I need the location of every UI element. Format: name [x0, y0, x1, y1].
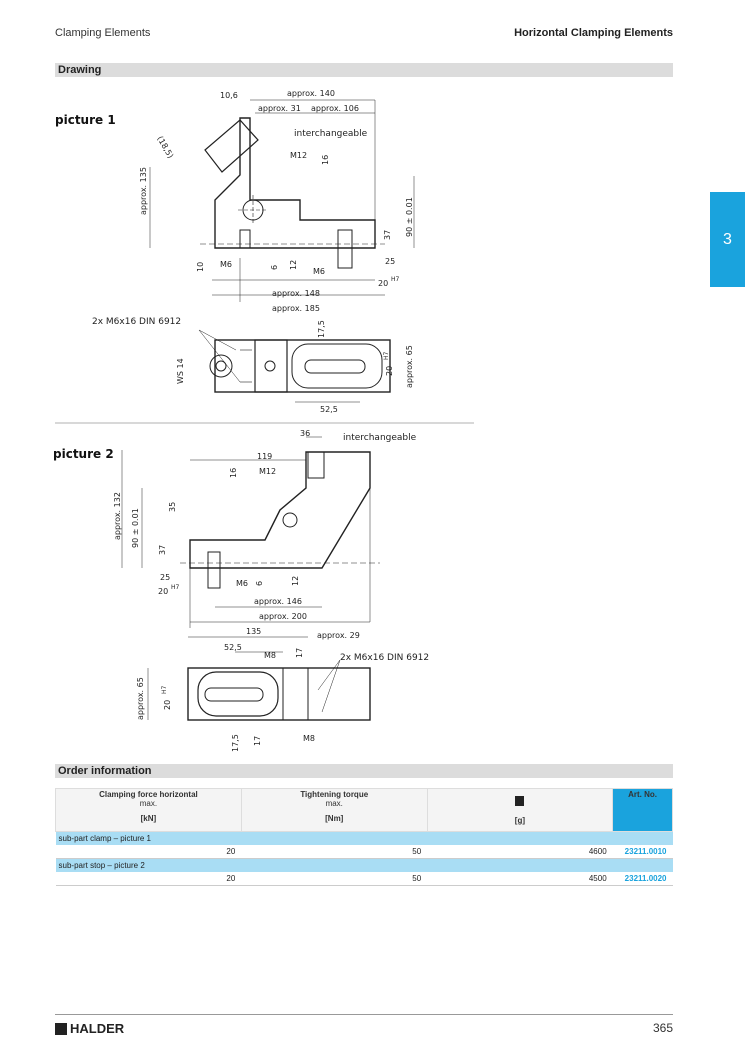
- dim-text: 20: [378, 279, 389, 288]
- dim-text: 17: [295, 647, 304, 658]
- logo-icon: [55, 1023, 67, 1035]
- dim-text: H7: [161, 685, 168, 694]
- dim-text: WS 14: [176, 358, 185, 384]
- dim-text: 12: [289, 259, 298, 270]
- dim-text: approx. 135: [139, 167, 148, 215]
- technical-drawing: [0, 80, 745, 760]
- table-row: [56, 845, 673, 859]
- dim-text: 17: [253, 735, 262, 746]
- dim-text: approx. 140: [287, 89, 335, 98]
- dim-text: 135: [246, 627, 262, 636]
- order-table: [55, 788, 673, 886]
- dim-text: approx. 200: [259, 612, 307, 621]
- page-number: 365: [652, 1021, 673, 1035]
- picture2-label: picture 2: [53, 447, 114, 461]
- chapter-tab[interactable]: 3: [710, 192, 745, 287]
- col-head-artno: Art. No.: [613, 789, 673, 832]
- dim-text: 36: [300, 429, 311, 438]
- dim-text: 35: [168, 501, 177, 512]
- footer-divider: [55, 1014, 673, 1015]
- col-head-torque: Tightening torque max. [Nm]: [241, 789, 427, 832]
- weight-cell: 4500: [427, 872, 612, 886]
- dim-text: approx. 185: [272, 304, 320, 313]
- dim-text: (18,5): [155, 134, 176, 160]
- force-cell: 20: [56, 872, 242, 886]
- dim-text: 12: [291, 575, 300, 586]
- header-category: Clamping Elements: [55, 27, 151, 39]
- dim-text: M12: [290, 151, 308, 160]
- dim-text: 2x M6x16 DIN 6912: [92, 317, 182, 327]
- dim-text: approx. 65: [405, 345, 414, 388]
- brand-logo: HALDER: [55, 1021, 124, 1036]
- dim-text: approx. 29: [317, 631, 360, 640]
- dim-text: 17,5: [231, 734, 240, 752]
- torque-cell: 50: [241, 872, 427, 886]
- torque-cell: 50: [241, 845, 427, 859]
- dim-text: M6: [313, 267, 325, 276]
- dim-text: 10,6: [220, 91, 238, 100]
- weight-cell: 4600: [427, 845, 612, 859]
- dim-text: 10: [196, 261, 205, 272]
- group-row: sub-part clamp – picture 1: [56, 832, 673, 846]
- dim-text: interchangeable: [343, 433, 417, 443]
- dim-text: H7: [391, 276, 400, 283]
- header-title: Horizontal Clamping Elements: [514, 27, 673, 39]
- dim-text: M6: [220, 260, 232, 269]
- picture1-label: picture 1: [55, 113, 116, 127]
- dim-text: 119: [257, 452, 273, 461]
- col-head-weight: [g]: [427, 789, 612, 832]
- dim-text: 16: [229, 467, 238, 478]
- dim-text: 20: [158, 587, 169, 596]
- table-row: [56, 872, 673, 886]
- col-head-force: Clamping force horizontal max. [kN]: [56, 789, 242, 832]
- section-drawing-title: Drawing: [55, 63, 673, 77]
- dim-text: 37: [383, 229, 392, 240]
- dim-text: M8: [303, 734, 315, 743]
- dim-text: M12: [259, 467, 277, 476]
- dim-text: 20: [163, 699, 172, 710]
- dim-text: 52,5: [320, 405, 338, 414]
- dim-text: 20: [385, 365, 394, 376]
- dim-text: 6: [255, 580, 264, 586]
- dim-text: approx. 132: [113, 492, 122, 540]
- dim-text: M8: [264, 651, 276, 660]
- weight-icon: [515, 796, 524, 806]
- group-row: sub-part stop – picture 2: [56, 859, 673, 873]
- dim-text: 25: [385, 257, 396, 266]
- dim-text: approx. 31: [258, 104, 301, 113]
- dim-text: 17,5: [317, 320, 326, 338]
- dim-text: 90 ± 0.01: [131, 508, 140, 548]
- art-no-link[interactable]: 23211.0010: [613, 845, 673, 859]
- dim-text: H7: [171, 584, 180, 591]
- dim-text: interchangeable: [294, 129, 368, 139]
- dim-text: 16: [321, 154, 330, 165]
- dim-text: 2x M6x16 DIN 6912: [340, 653, 430, 663]
- dim-text: 52,5: [224, 643, 242, 652]
- dim-text: M6: [236, 579, 248, 588]
- section-order-title: Order information: [55, 764, 673, 778]
- dim-text: 37: [158, 544, 167, 555]
- dim-text: approx. 106: [311, 104, 359, 113]
- dim-text: approx. 146: [254, 597, 302, 606]
- dim-text: 25: [160, 573, 171, 582]
- dim-text: 6: [270, 264, 279, 270]
- dim-text: H7: [383, 351, 390, 360]
- dim-text: 90 ± 0.01: [405, 197, 414, 237]
- dim-text: approx. 148: [272, 289, 320, 298]
- dim-text: approx. 65: [136, 677, 145, 720]
- force-cell: 20: [56, 845, 242, 859]
- art-no-link[interactable]: 23211.0020: [613, 872, 673, 886]
